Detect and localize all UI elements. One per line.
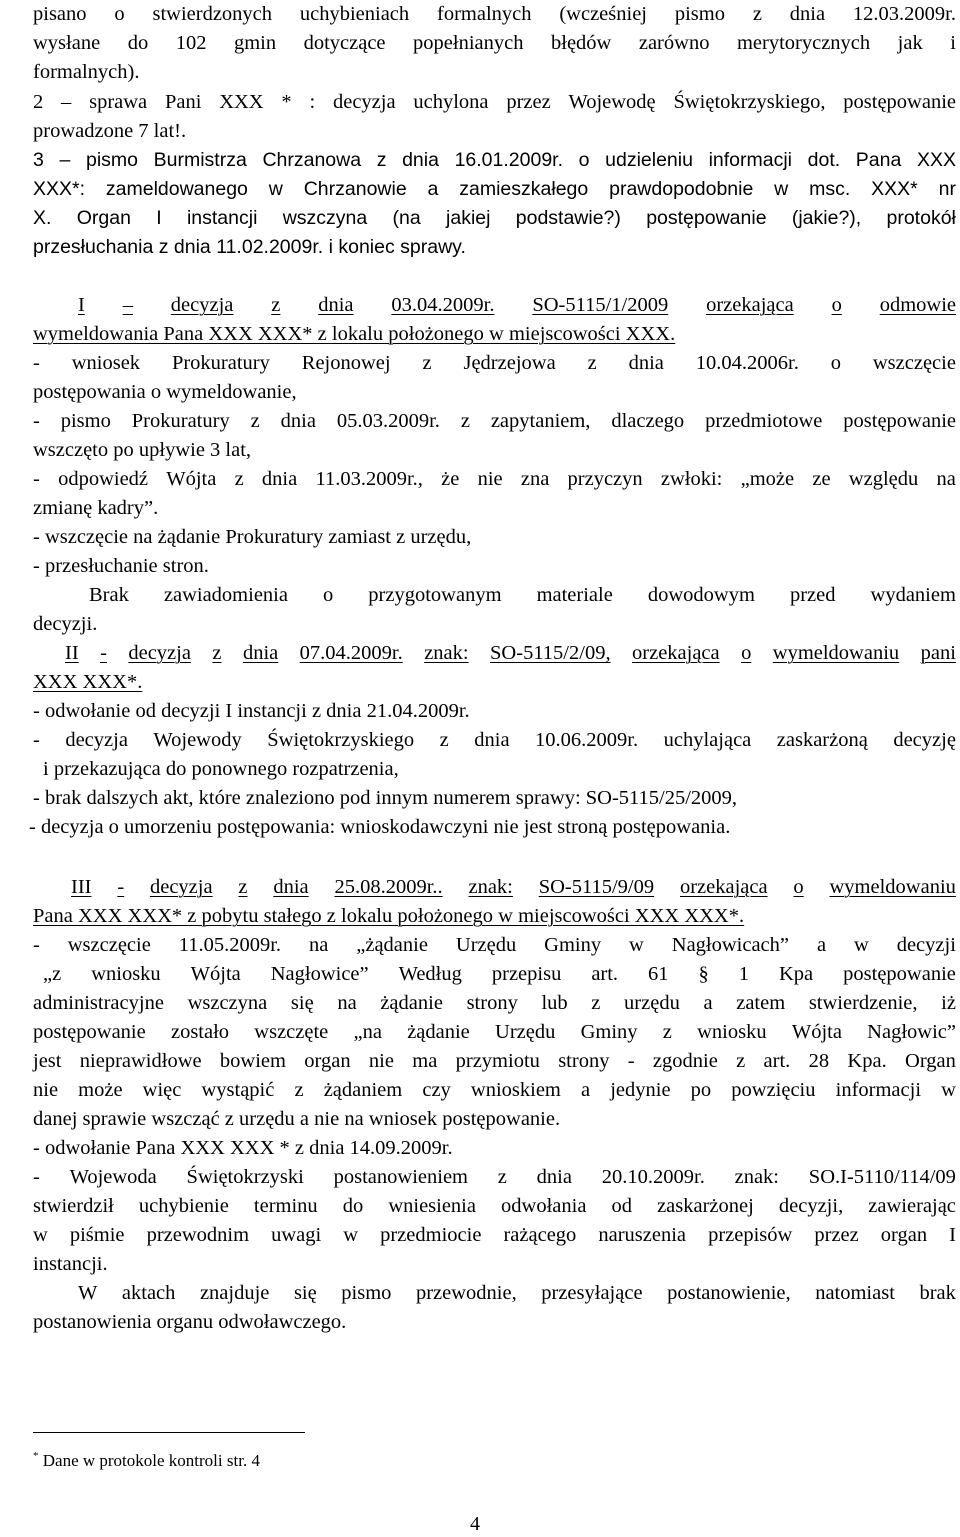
text-line: stwierdził uchybienie terminu do wniesienia odwołania od zaskarżonej decyzji, zawierając <box>33 1195 956 1217</box>
text-line: - przesłuchanie stron. <box>33 555 209 577</box>
footnote-text: Dane w protokole kontroli str. 4 <box>42 1451 260 1470</box>
footnote <box>33 1444 260 1473</box>
text-line: - wszczęcie 11.05.2009r. na „żądanie Urzędu Gminy w Nagłowicach” a w decyzji <box>33 934 956 956</box>
text-line: - odpowiedź Wójta z dnia 11.03.2009r., że nie zna przyczyn zwłoki: „może ze względu na <box>33 468 956 490</box>
text-line: 2 – sprawa Pani XXX * : decyzja uchylona przez Wojewodę Świętokrzyskiego, postępowanie <box>33 91 956 113</box>
text-line: - decyzja o umorzeniu postępowania: wnioskodawczyni nie jest stroną postępowania. <box>29 816 731 838</box>
text-line: - wszczęcie na żądanie Prokuratury zamiast z urzędu, <box>33 526 472 548</box>
text-line: nie może więc wystąpić z żądaniem czy wnioskiem a jedynie po powzięciu informacji w <box>33 1079 956 1101</box>
text-line: wymeldowania Pana XXX XXX* z lokalu położonego w miejscowości XXX. <box>33 323 676 345</box>
text-line: X. Organ I instancji wszczyna (na jakiej podstawie?) postępowanie (jakie?), protokół <box>33 207 956 229</box>
text-line: III - decyzja z dnia 25.08.2009r.. znak: SO-5115/9/09 orzekająca o wymeldowaniu <box>71 876 956 898</box>
text-line: - odwołanie Pana XXX XXX * z dnia 14.09.2009r. <box>33 1137 453 1159</box>
text-line: - wniosek Prokuratury Rejonowej z Jędrzejowa z dnia 10.04.2006r. o wszczęcie <box>33 352 956 374</box>
text-line: w piśmie przewodnim uwagi w przedmiocie rażącego naruszenia przepisów przez organ I <box>33 1224 956 1246</box>
text-line: jest nieprawidłowe bowiem organ nie ma przymiotu strony - zgodnie z art. 28 Kpa. Organ <box>33 1050 956 1072</box>
page-number: 4 <box>470 1513 480 1535</box>
text-line: - decyzja Wojewody Świętokrzyskiego z dnia 10.06.2009r. uchylająca zaskarżoną decyzję <box>33 729 956 751</box>
text-line: postanowienia organu odwoławczego. <box>33 1311 347 1333</box>
text-line: decyzji. <box>33 613 98 635</box>
text-line: administracyjne wszczyna się na żądanie strony lub z urzędu a zatem stwierdzenie, iż <box>33 992 956 1014</box>
text-line: przesłuchania z dnia 11.02.2009r. i koniec sprawy. <box>33 236 466 258</box>
text-line: - brak dalszych akt, które znaleziono pod innym numerem sprawy: SO-5115/25/2009, <box>33 787 738 809</box>
footnote-separator <box>33 1432 305 1433</box>
text-line: XXX*: zameldowanego w Chrzanowie a zamieszkałego prawdopodobnie w msc. XXX* nr <box>33 178 956 200</box>
text-line: postępowanie zostało wszczęte „na żądanie Urzędu Gminy z wniosku Wójta Nagłowic” <box>33 1021 956 1043</box>
text-line: - odwołanie od decyzji I instancji z dnia 21.04.2009r. <box>33 700 470 722</box>
text-line: danej sprawie wszcząć z urzędu a nie na wniosek postępowanie. <box>33 1108 561 1130</box>
text-line: formalnych). <box>33 61 140 83</box>
text-line: I – decyzja z dnia 03.04.2009r. SO-5115/1/2009 orzekająca o odmowie <box>78 294 956 316</box>
text-line: - pismo Prokuratury z dnia 05.03.2009r. z zapytaniem, dlaczego przedmiotowe postępowanie <box>33 410 956 432</box>
text-line: II - decyzja z dnia 07.04.2009r. znak: SO-5115/2/09, orzekająca o wymeldowaniu pani <box>65 642 956 664</box>
text-line: 3 – pismo Burmistrza Chrzanowa z dnia 16.01.2009r. o udzieleniu informacji dot. Pana XXX <box>33 149 956 171</box>
text-line: Brak zawiadomienia o przygotowanym materiale dowodowym przed wydaniem <box>89 584 956 606</box>
text-line: wysłane do 102 gmin dotyczące popełnianych błędów zarówno merytorycznych jak i <box>33 32 956 54</box>
text-line: instancji. <box>33 1253 108 1275</box>
text-line: W aktach znajduje się pismo przewodnie, przesyłające postanowienie, natomiast brak <box>78 1282 956 1304</box>
text-line: Pana XXX XXX* z pobytu stałego z lokalu położonego w miejscowości XXX XXX*. <box>33 905 745 927</box>
text-line: zmianę kadry”. <box>33 497 159 519</box>
text-line: XXX XXX*. <box>33 671 143 693</box>
text-line: - Wojewoda Świętokrzyski postanowieniem z dnia 20.10.2009r. znak: SO.I-5110/114/09 <box>33 1166 956 1188</box>
text-line: wszczęto po upływie 3 lat, <box>33 439 252 461</box>
text-line: „z wniosku Wójta Nagłowice” Według przepisu art. 61 § 1 Kpa postępowanie <box>43 963 956 985</box>
footnote-marker: * <box>33 1450 39 1462</box>
text-line: prowadzone 7 lat!. <box>33 120 187 142</box>
text-line: i przekazująca do ponownego rozpatrzenia, <box>43 758 399 780</box>
text-line: postępowania o wymeldowanie, <box>33 381 297 403</box>
text-line: pisano o stwierdzonych uchybieniach formalnych (wcześniej pismo z dnia 12.03.2009r. <box>33 3 956 25</box>
